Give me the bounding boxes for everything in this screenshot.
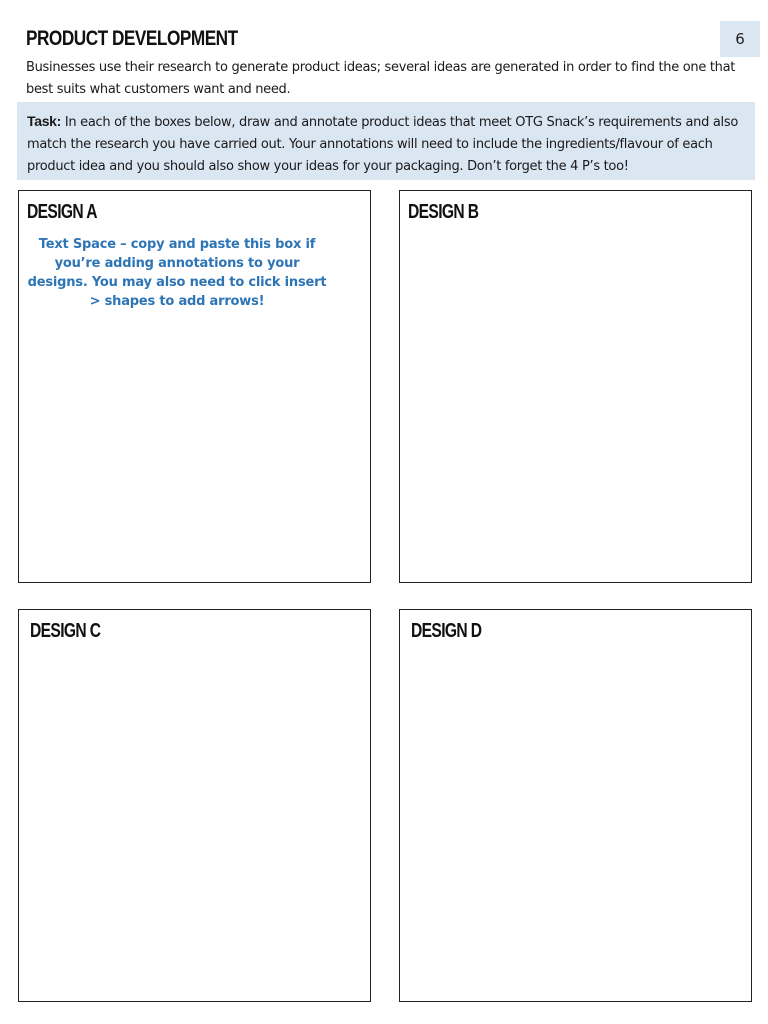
task-label: Task: xyxy=(27,113,62,129)
design-a-box[interactable] xyxy=(18,190,371,583)
design-c-box[interactable] xyxy=(18,609,371,1002)
design-b-box[interactable] xyxy=(399,190,752,583)
page-title: PRODUCT DEVELOPMENT xyxy=(26,27,238,50)
annotation-text-box[interactable]: Text Space – copy and paste this box if you’re adding annotations to your designs. You may also need to click insert > shapes to add arrows! xyxy=(27,237,327,309)
design-a-title: DESIGN A xyxy=(27,201,97,223)
page-number-badge: 6 xyxy=(720,21,760,57)
design-b-title: DESIGN B xyxy=(408,201,479,223)
task-instructions-box xyxy=(17,102,755,180)
task-text: In each of the boxes below, draw and annotate product ideas that meet OTG Snack’s requirements and also match the research you have carried out. Your annotations will need to include the ingredients/flavour of each product idea and you should also show your ideas for your packaging. Don’t forget the 4 P’s too! xyxy=(27,115,738,174)
design-c-title: DESIGN C xyxy=(30,620,101,642)
intro-paragraph: Businesses use their research to generate product ideas; several ideas are generated in order to find the one that best suits what customers want and need. xyxy=(26,60,736,97)
design-d-title: DESIGN D xyxy=(411,620,482,642)
design-d-box[interactable] xyxy=(399,609,752,1002)
